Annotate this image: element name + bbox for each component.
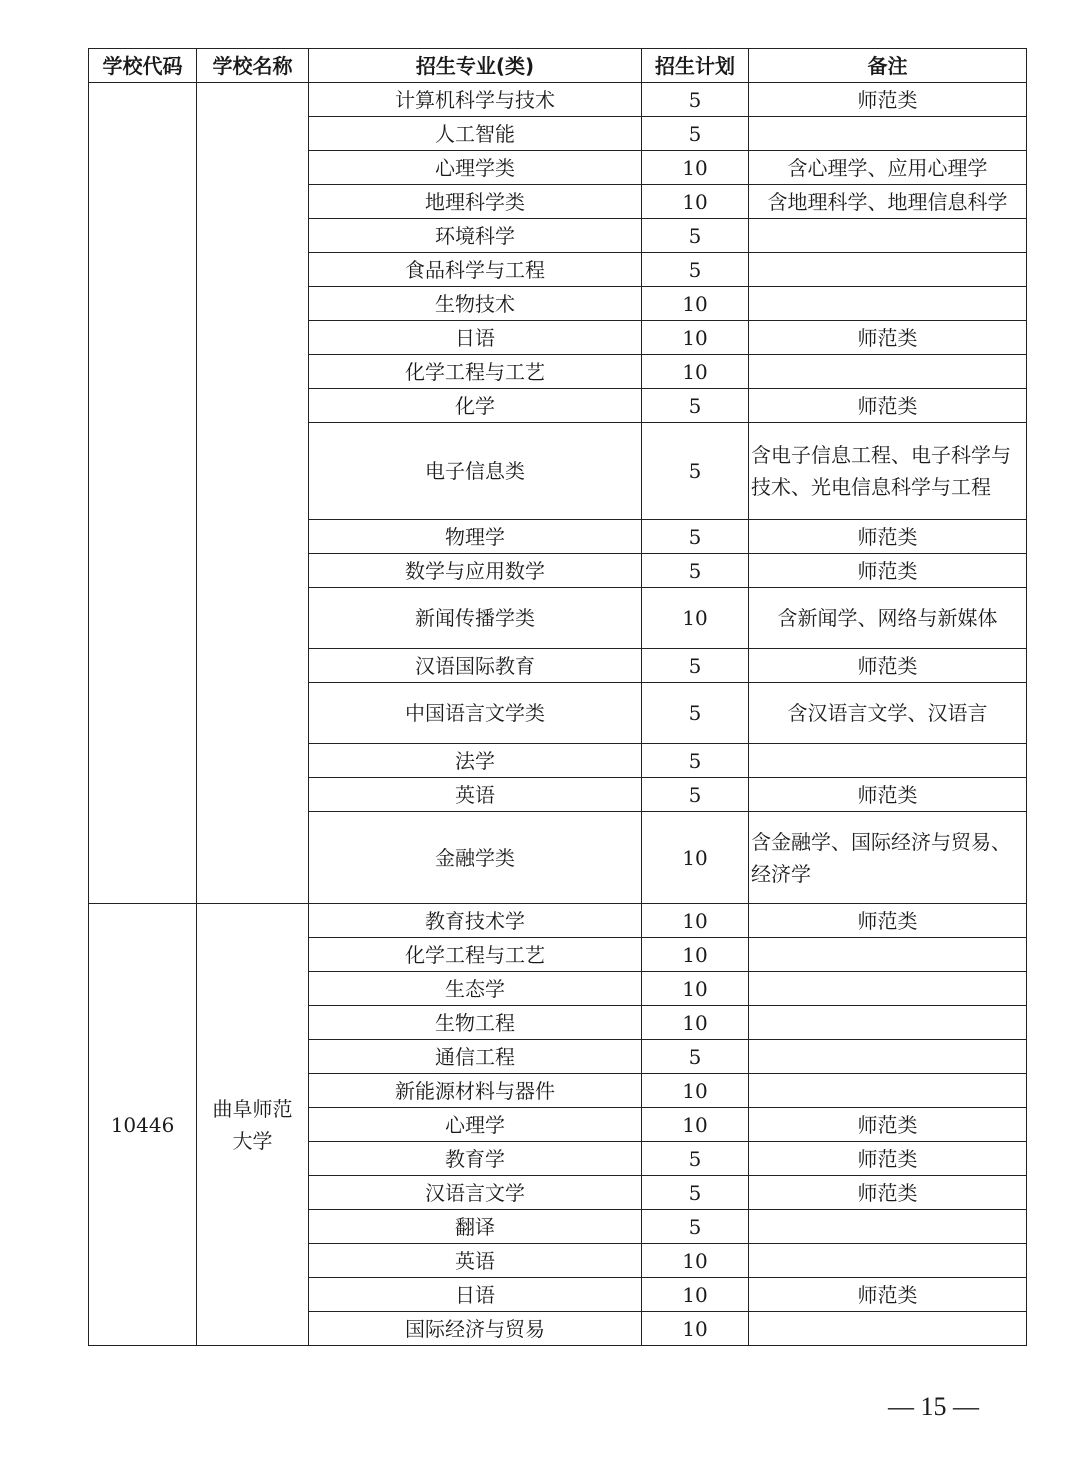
- plan-cell: 10: [642, 287, 749, 321]
- plan-cell: 5: [642, 117, 749, 151]
- table-header-row: [89, 49, 1027, 83]
- header-school-name: 学校名称: [197, 49, 309, 83]
- major-cell: 计算机科学与技术: [309, 83, 642, 117]
- note-cell: [749, 253, 1027, 287]
- major-cell: 心理学: [309, 1108, 642, 1142]
- major-cell: 新能源材料与器件: [309, 1074, 642, 1108]
- school-code-cell: 10446: [89, 904, 197, 1346]
- plan-cell: 10: [642, 1074, 749, 1108]
- note-cell: [749, 219, 1027, 253]
- major-cell: 教育学: [309, 1142, 642, 1176]
- note-cell: 师范类: [749, 778, 1027, 812]
- header-major: 招生专业(类): [309, 49, 642, 83]
- plan-cell: 5: [642, 423, 749, 520]
- note-cell: 含金融学、国际经济与贸易、经济学: [749, 812, 1027, 904]
- school-code-cell: [89, 83, 197, 904]
- note-cell: [749, 938, 1027, 972]
- major-cell: 教育技术学: [309, 904, 642, 938]
- note-cell: [749, 1312, 1027, 1346]
- plan-cell: 10: [642, 972, 749, 1006]
- major-cell: 法学: [309, 744, 642, 778]
- plan-cell: 10: [642, 812, 749, 904]
- plan-cell: 10: [642, 151, 749, 185]
- plan-cell: 5: [642, 389, 749, 423]
- major-cell: 数学与应用数学: [309, 554, 642, 588]
- note-cell: 师范类: [749, 1142, 1027, 1176]
- plan-cell: 10: [642, 355, 749, 389]
- note-cell: 含心理学、应用心理学: [749, 151, 1027, 185]
- note-cell: 师范类: [749, 83, 1027, 117]
- plan-cell: 10: [642, 321, 749, 355]
- note-cell: [749, 972, 1027, 1006]
- major-cell: 地理科学类: [309, 185, 642, 219]
- major-cell: 物理学: [309, 520, 642, 554]
- major-cell: 心理学类: [309, 151, 642, 185]
- plan-cell: 10: [642, 1312, 749, 1346]
- plan-cell: 5: [642, 1142, 749, 1176]
- header-school-code: 学校代码: [89, 49, 197, 83]
- major-cell: 食品科学与工程: [309, 253, 642, 287]
- school-name-cell: 曲阜师范大学: [197, 904, 309, 1346]
- note-cell: 师范类: [749, 1108, 1027, 1142]
- major-cell: 中国语言文学类: [309, 683, 642, 744]
- major-cell: 化学工程与工艺: [309, 938, 642, 972]
- note-cell: 师范类: [749, 389, 1027, 423]
- major-cell: 环境科学: [309, 219, 642, 253]
- major-cell: 新闻传播学类: [309, 588, 642, 649]
- major-cell: 生物工程: [309, 1006, 642, 1040]
- major-cell: 化学工程与工艺: [309, 355, 642, 389]
- plan-cell: 5: [642, 778, 749, 812]
- note-cell: 师范类: [749, 1176, 1027, 1210]
- note-cell: [749, 744, 1027, 778]
- plan-cell: 10: [642, 1108, 749, 1142]
- note-cell: [749, 1006, 1027, 1040]
- major-cell: 生态学: [309, 972, 642, 1006]
- header-plan: 招生计划: [642, 49, 749, 83]
- note-cell: 含汉语言文学、汉语言: [749, 683, 1027, 744]
- major-cell: 英语: [309, 778, 642, 812]
- major-cell: 生物技术: [309, 287, 642, 321]
- plan-cell: 5: [642, 1040, 749, 1074]
- major-cell: 汉语言文学: [309, 1176, 642, 1210]
- plan-cell: 10: [642, 1244, 749, 1278]
- plan-cell: 5: [642, 1176, 749, 1210]
- major-cell: 翻译: [309, 1210, 642, 1244]
- plan-cell: 5: [642, 649, 749, 683]
- plan-cell: 10: [642, 938, 749, 972]
- note-cell: 师范类: [749, 649, 1027, 683]
- note-cell: 含电子信息工程、电子科学与技术、光电信息科学与工程: [749, 423, 1027, 520]
- major-cell: 日语: [309, 321, 642, 355]
- note-cell: 师范类: [749, 904, 1027, 938]
- major-cell: 金融学类: [309, 812, 642, 904]
- plan-cell: 10: [642, 1006, 749, 1040]
- major-cell: 汉语国际教育: [309, 649, 642, 683]
- plan-cell: 5: [642, 253, 749, 287]
- note-cell: 师范类: [749, 520, 1027, 554]
- plan-cell: 10: [642, 1278, 749, 1312]
- header-note: 备注: [749, 49, 1027, 83]
- note-cell: [749, 1244, 1027, 1278]
- plan-cell: 10: [642, 588, 749, 649]
- plan-cell: 5: [642, 1210, 749, 1244]
- major-cell: 电子信息类: [309, 423, 642, 520]
- plan-cell: 5: [642, 554, 749, 588]
- plan-cell: 5: [642, 683, 749, 744]
- major-cell: 通信工程: [309, 1040, 642, 1074]
- note-cell: [749, 1210, 1027, 1244]
- note-cell: 师范类: [749, 554, 1027, 588]
- major-cell: 英语: [309, 1244, 642, 1278]
- plan-cell: 5: [642, 520, 749, 554]
- major-cell: 国际经济与贸易: [309, 1312, 642, 1346]
- note-cell: [749, 117, 1027, 151]
- plan-cell: 5: [642, 744, 749, 778]
- plan-cell: 10: [642, 904, 749, 938]
- page-number: — 15 —: [888, 1392, 979, 1421]
- table-row: [89, 83, 1027, 117]
- note-cell: 师范类: [749, 321, 1027, 355]
- note-cell: 含地理科学、地理信息科学: [749, 185, 1027, 219]
- school-name-cell: [197, 83, 309, 904]
- note-cell: 含新闻学、网络与新媒体: [749, 588, 1027, 649]
- table-row: [89, 904, 1027, 938]
- major-cell: 化学: [309, 389, 642, 423]
- major-cell: 日语: [309, 1278, 642, 1312]
- plan-cell: 5: [642, 219, 749, 253]
- admission-plan-table: [88, 48, 1027, 1346]
- note-cell: [749, 355, 1027, 389]
- major-cell: 人工智能: [309, 117, 642, 151]
- plan-cell: 10: [642, 185, 749, 219]
- plan-cell: 5: [642, 83, 749, 117]
- note-cell: 师范类: [749, 1278, 1027, 1312]
- note-cell: [749, 1040, 1027, 1074]
- note-cell: [749, 1074, 1027, 1108]
- note-cell: [749, 287, 1027, 321]
